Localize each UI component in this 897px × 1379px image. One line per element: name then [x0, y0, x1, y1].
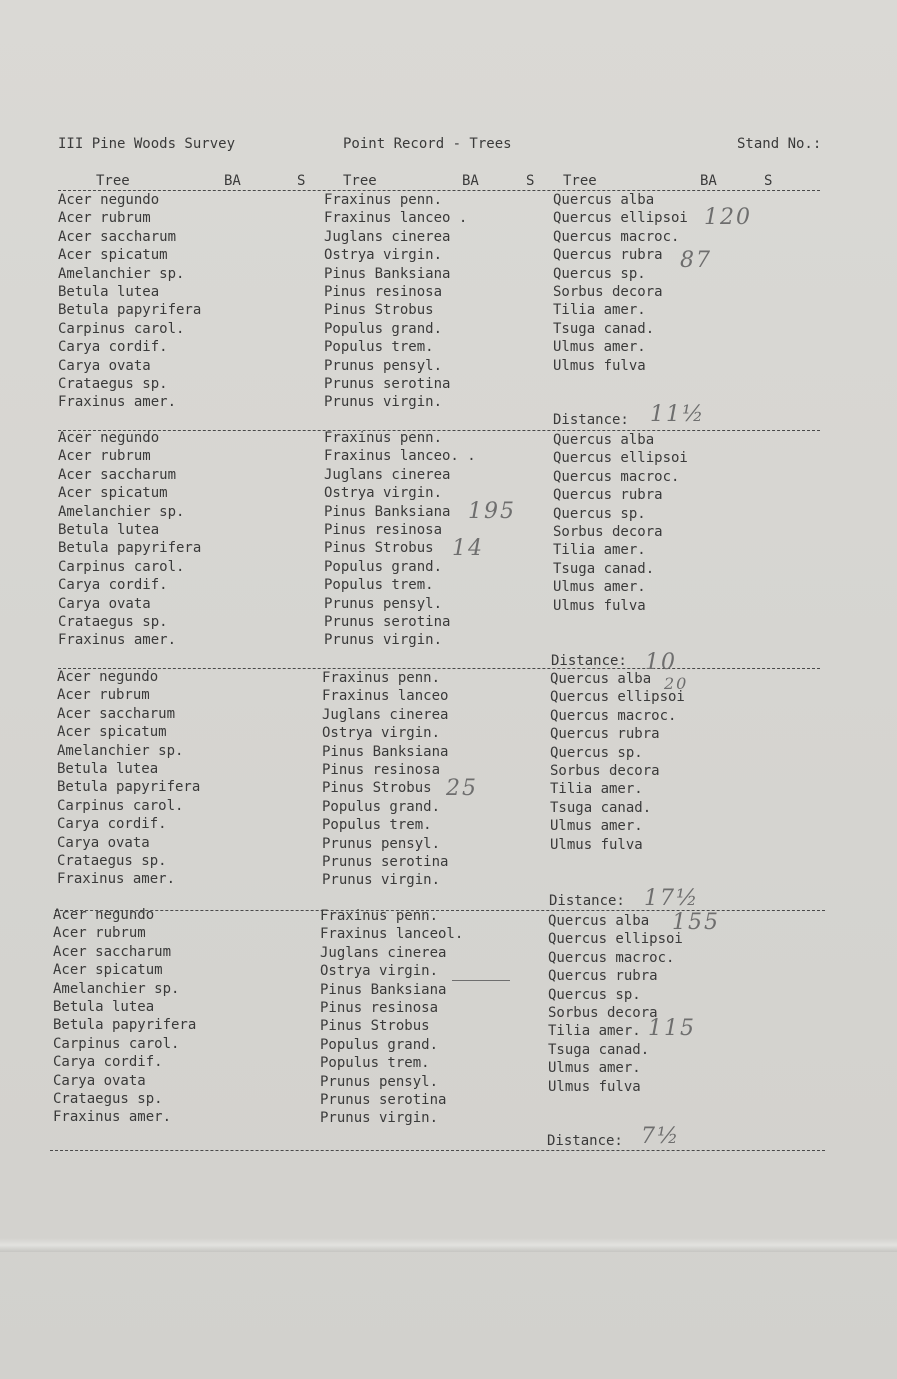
list-item: Populus trem.: [320, 1055, 430, 1072]
list-item: Fraxinus lanceol.: [320, 926, 464, 943]
list-item: Prunus virgin.: [324, 632, 443, 649]
list-item: Populus trem.: [322, 817, 432, 834]
point2-distance-label: Distance:: [551, 653, 627, 669]
list-item: Quercus macroc.: [548, 949, 675, 966]
list-item: Fraxinus penn.: [324, 192, 443, 208]
col1-tree-header: Tree: [96, 173, 130, 189]
list-item: Amelanchier sp.: [58, 503, 185, 520]
list-item: Quercus alba: [550, 671, 652, 687]
list-item: Prunus virgin.: [320, 1110, 439, 1127]
list-item: Prunus pensyl.: [322, 835, 441, 852]
point1-col3: [553, 191, 688, 375]
point4-col3: [548, 912, 683, 1096]
list-item: Tsuga canad.: [553, 320, 655, 337]
list-item: Quercus ellipsoi: [553, 450, 688, 467]
list-item: Pinus resinosa: [322, 761, 441, 778]
hw-p3-alba: 20: [664, 674, 689, 693]
hw-p4-distance: 7½: [641, 1124, 681, 1149]
survey-title: III Pine Woods Survey: [58, 136, 236, 152]
list-item: Populus grand.: [322, 798, 441, 815]
list-item: Betula lutea: [57, 760, 159, 777]
list-item: Fraxinus lanceo .: [324, 210, 468, 227]
list-item: Acer saccharum: [57, 705, 176, 722]
hw-p1-ellipsoi: 120: [704, 205, 752, 230]
list-item: Crataegus sp.: [58, 375, 168, 392]
col1-s-header: S: [297, 173, 306, 189]
col1-ba-header: BA: [224, 173, 241, 189]
list-item: Juglans cinerea: [320, 944, 447, 961]
list-item: Tilia amer.: [553, 302, 646, 319]
hw-p3-strobus: 25: [446, 776, 478, 801]
list-item: Populus grand.: [320, 1036, 439, 1053]
list-item: Fraxinus penn.: [324, 430, 443, 446]
list-item: Acer negundo: [57, 669, 159, 685]
list-item: Quercus macroc.: [550, 707, 677, 724]
list-item: Ulmus fulva: [550, 836, 643, 853]
list-item: Crataegus sp.: [53, 1090, 163, 1107]
list-item: Ulmus fulva: [548, 1078, 641, 1095]
list-item: Quercus alba: [548, 913, 650, 929]
list-item: Pinus resinosa: [324, 521, 443, 538]
list-item: Betula papyrifera: [53, 1017, 197, 1034]
list-item: Betula papyrifera: [58, 540, 202, 557]
list-item: Tilia amer.: [553, 542, 646, 559]
point4-distance-label: Distance:: [547, 1133, 623, 1149]
list-item: Acer spicatum: [58, 247, 168, 264]
list-item: Carya ovata: [58, 595, 151, 612]
list-item: Sorbus decora: [548, 1004, 658, 1021]
hw-p2-distance: 10: [645, 650, 677, 675]
list-item: Pinus Strobus: [324, 302, 434, 319]
list-item: Ostrya virgin.: [322, 725, 441, 742]
list-item: Quercus rubra: [553, 247, 663, 264]
list-item: Tilia amer.: [548, 1023, 641, 1040]
list-item: Pinus resinosa: [324, 283, 443, 300]
list-item: Tsuga canad.: [548, 1041, 650, 1058]
list-item: Quercus alba: [553, 432, 655, 448]
list-item: Quercus sp.: [550, 744, 643, 761]
list-item: Populus grand.: [324, 558, 443, 575]
list-item: Acer rubrum: [53, 925, 146, 942]
col3-s-header: S: [764, 173, 773, 189]
list-item: Fraxinus amer.: [58, 632, 177, 649]
list-item: Prunus serotina: [320, 1091, 447, 1108]
hw-p1-rubra: 87: [680, 248, 712, 273]
list-item: Sorbus decora: [553, 283, 663, 300]
list-item: Tsuga canad.: [553, 560, 655, 577]
list-item: Juglans cinerea: [322, 706, 449, 723]
point4-col2: [320, 907, 463, 1128]
list-item: Ulmus amer.: [553, 339, 646, 356]
list-item: Quercus rubra: [550, 726, 660, 743]
list-item: Prunus pensyl.: [324, 357, 443, 374]
list-item: Acer negundo: [58, 192, 160, 208]
col2-tree-header: Tree: [343, 173, 377, 189]
list-item: Carpinus carol.: [57, 797, 184, 814]
list-item: Ulmus amer.: [550, 818, 643, 835]
list-item: Pinus resinosa: [320, 999, 439, 1016]
list-item: Carya cordif.: [58, 577, 168, 594]
list-item: Amelanchier sp.: [53, 980, 180, 997]
list-item: Carya cordif.: [53, 1054, 163, 1071]
list-item: Juglans cinerea: [324, 228, 451, 245]
list-item: Betula lutea: [58, 283, 160, 300]
list-item: Betula papyrifera: [58, 302, 202, 319]
list-item: Prunus virgin.: [322, 872, 441, 889]
point2-col3: [553, 431, 688, 615]
list-item: Betula papyrifera: [57, 779, 201, 796]
list-item: Prunus pensyl.: [320, 1073, 439, 1090]
list-item: Amelanchier sp.: [57, 742, 184, 759]
record-title: Point Record - Trees: [343, 136, 512, 152]
list-item: Carpinus carol.: [58, 558, 185, 575]
list-item: Quercus sp.: [548, 986, 641, 1003]
list-item: Fraxinus penn.: [322, 670, 441, 686]
stand-number-label: Stand No.:: [737, 136, 822, 152]
list-item: Carya cordif.: [57, 816, 167, 833]
list-item: Amelanchier sp.: [58, 265, 185, 282]
list-item: Tilia amer.: [550, 781, 643, 798]
list-item: Pinus Strobus: [322, 780, 432, 797]
hw-p4-alba: 155: [672, 910, 720, 935]
list-item: Betula lutea: [58, 521, 160, 538]
list-item: Ulmus amer.: [553, 579, 646, 596]
point1-col2: [324, 191, 467, 412]
list-item: Acer rubrum: [58, 210, 151, 227]
list-item: Carya ovata: [53, 1072, 146, 1089]
list-item: Crataegus sp.: [58, 613, 168, 630]
list-item: Populus trem.: [324, 339, 434, 356]
point2-col1: [58, 429, 201, 650]
paper-fold: [0, 1238, 897, 1252]
list-item: Quercus rubra: [553, 487, 663, 504]
list-item: Quercus sp.: [553, 505, 646, 522]
list-item: Fraxinus amer.: [58, 394, 177, 411]
list-item: Acer saccharum: [53, 943, 172, 960]
list-item: Acer spicatum: [57, 724, 167, 741]
list-item: Acer saccharum: [58, 228, 177, 245]
list-item: Carya ovata: [57, 834, 150, 851]
list-item: Populus grand.: [324, 320, 443, 337]
list-item: Ulmus fulva: [553, 597, 646, 614]
hw-p3-distance: 17½: [644, 886, 700, 911]
list-item: Prunus serotina: [322, 853, 449, 870]
list-item: Quercus ellipsoi: [548, 931, 683, 948]
ostrya-tally-mark: [452, 980, 510, 981]
list-item: Ulmus amer.: [548, 1060, 641, 1077]
list-item: Tsuga canad.: [550, 799, 652, 816]
list-item: Acer spicatum: [58, 485, 168, 502]
col3-ba-header: BA: [700, 173, 717, 189]
list-item: Sorbus decora: [553, 523, 663, 540]
list-item: Pinus Banksiana: [322, 743, 449, 760]
list-item: Quercus alba: [553, 192, 655, 208]
list-item: Pinus Strobus: [324, 540, 434, 557]
list-item: Pinus Banksiana: [324, 265, 451, 282]
list-item: Quercus macroc.: [553, 468, 680, 485]
col2-s-header: S: [526, 173, 535, 189]
list-item: Fraxinus lanceo: [322, 688, 449, 705]
list-item: Fraxinus penn.: [320, 908, 439, 924]
list-item: Quercus rubra: [548, 968, 658, 985]
list-item: Acer saccharum: [58, 466, 177, 483]
point3-col1: [57, 668, 200, 889]
list-item: Juglans cinerea: [324, 466, 451, 483]
point4-col1: [53, 906, 196, 1127]
list-item: Carpinus carol.: [58, 320, 185, 337]
hw-p1-distance: 11½: [650, 402, 706, 427]
list-item: Sorbus decora: [550, 762, 660, 779]
list-item: Ostrya virgin.: [324, 247, 443, 264]
col3-tree-header: Tree: [563, 173, 597, 189]
list-item: Carpinus carol.: [53, 1035, 180, 1052]
list-item: Populus trem.: [324, 577, 434, 594]
point3-col2: [322, 669, 448, 890]
list-item: Fraxinus amer.: [57, 871, 176, 888]
list-item: Pinus Banksiana: [324, 503, 451, 520]
list-item: Quercus sp.: [553, 265, 646, 282]
point3-distance-label: Distance:: [549, 893, 625, 909]
point4-divider: [50, 1150, 825, 1151]
list-item: Acer negundo: [53, 907, 155, 923]
list-item: Acer negundo: [58, 430, 160, 446]
col2-ba-header: BA: [462, 173, 479, 189]
list-item: Betula lutea: [53, 998, 155, 1015]
list-item: Pinus Banksiana: [320, 981, 447, 998]
list-item: Prunus serotina: [324, 613, 451, 630]
point1-distance-label: Distance:: [553, 412, 629, 428]
list-item: Fraxinus amer.: [53, 1109, 172, 1126]
list-item: Quercus ellipsoi: [550, 689, 685, 706]
hw-p2-banksiana: 195: [468, 499, 516, 524]
list-item: Ostrya virgin.: [324, 485, 443, 502]
list-item: Quercus ellipsoi: [553, 210, 688, 227]
list-item: Ostrya virgin.: [320, 963, 439, 980]
list-item: Carya ovata: [58, 357, 151, 374]
list-item: Prunus virgin.: [324, 394, 443, 411]
list-item: Crataegus sp.: [57, 852, 167, 869]
list-item: Fraxinus lanceo. .: [324, 448, 476, 465]
list-item: Carya cordif.: [58, 339, 168, 356]
list-item: Acer rubrum: [58, 448, 151, 465]
list-item: Quercus macroc.: [553, 228, 680, 245]
list-item: Pinus Strobus: [320, 1018, 430, 1035]
list-item: Prunus pensyl.: [324, 595, 443, 612]
hw-p4-tilia: 115: [648, 1016, 696, 1041]
point3-col3: [550, 670, 685, 854]
list-item: Acer rubrum: [57, 687, 150, 704]
point1-col1: [58, 191, 201, 412]
list-item: Acer spicatum: [53, 962, 163, 979]
list-item: Ulmus fulva: [553, 357, 646, 374]
list-item: Prunus serotina: [324, 375, 451, 392]
hw-p2-strobus: 14: [452, 536, 484, 561]
